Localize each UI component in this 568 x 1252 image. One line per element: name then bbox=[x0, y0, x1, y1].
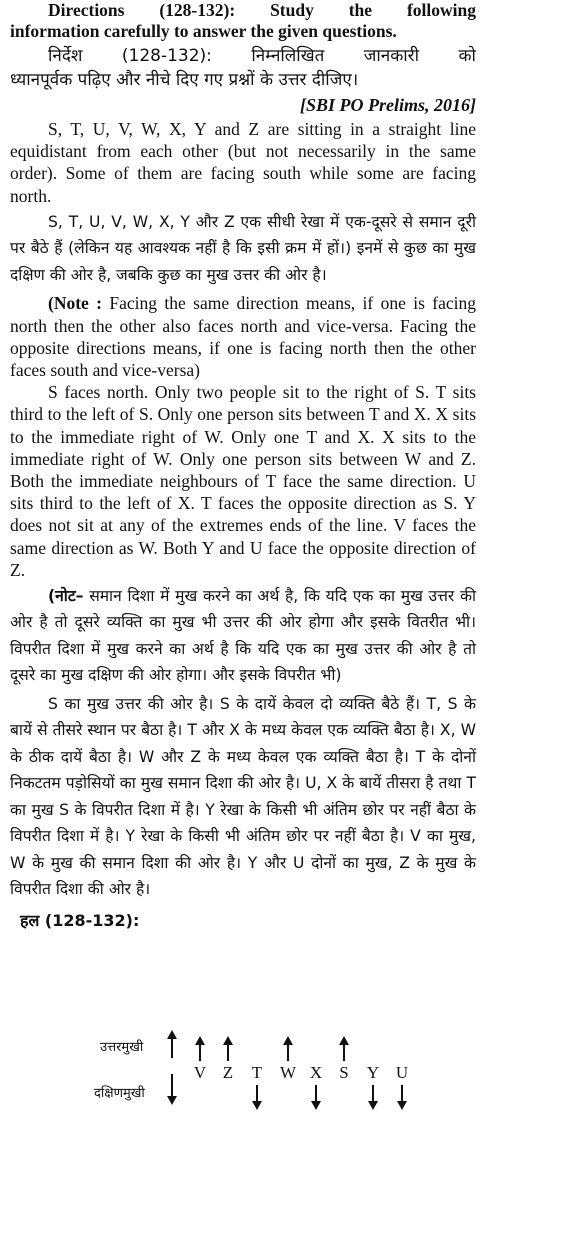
note-text-hi: समान दिशा में मुख करने का अर्थ है, कि यदि एक का मुख उत्तर की ओर है तो दूसरे व्यक्ति का मुख भी उत्तर की ओर होगा और इसके वितरीत भी। विपरीत दिशा में मुख करने का अर्थ है कि यदि एक का मुख उत्तर की ओर है तो दूसरे का मुख दक्षिण की ओर होगा। और इसके विपरीत भी) bbox=[10, 586, 476, 685]
heading-word: जानकारी bbox=[363, 46, 420, 66]
heading-word: को bbox=[458, 46, 476, 66]
directions-heading-en bbox=[10, 0, 476, 42]
document-page bbox=[10, 0, 476, 931]
note-label-hi: (नोट– bbox=[48, 586, 84, 605]
person-z: Z bbox=[222, 1063, 234, 1082]
heading-word: निम्नलिखित bbox=[251, 46, 325, 66]
conditions-paragraph-en: S faces north. Only two people sit to the right of S. T sits third to the left of S. Only one person sits between T and X. X sits to the immediate right of W. Only one T and X. X sits to the immediate right of W. Only one person sits between W and Z. Both the immediate neighbours of T face the same direction. U sits third to the left of X. T faces the opposite direction as S. Y does not sit at any of the extremes ends of the line. V faces the same direction as W. Both Y and U face the opposite direction of Z. bbox=[10, 382, 476, 580]
note-text-en: Facing the same direction means, if one is facing north then the other also faces north and vice-versa. Facing the opposite directions means, if one is facing north then the other faces south and vice-versa) bbox=[10, 293, 476, 380]
up-arrow-icon bbox=[221, 1036, 235, 1062]
person-w: W bbox=[279, 1063, 297, 1082]
person-x: X bbox=[309, 1063, 323, 1082]
directions-heading-hi bbox=[10, 44, 476, 92]
exam-source: [SBI PO Prelims, 2016] bbox=[299, 95, 476, 115]
person-t: T bbox=[251, 1063, 263, 1082]
conditions-paragraph-hi: S का मुख उत्तर की ओर है। S के दायें केवल दो व्यक्ति बैठे हैं। T, S के बायें से तीसरे स्थान पर बैठा है। T और X के मध्य केवल एक व्यक्ति बैठा है। X, W के ठीक दायें बैठा है। W और Z के मध्य केवल एक व्यक्ति बैठा है। T के दोनों निकटतम पड़ोसियों का मुख समान दिशा की ओर है। U, X के बायें तीसरा है तथा T का मुख S के विपरीत दिशा में है। Y रेखा के किसी भी अंतिम छोर पर नहीं बैठा के विपरीत दिशा में है। Y रेखा के किसी भी अंतिम छोर पर नहीं बैठा है। V का मुख, W के मुख की समान दिशा की ओर है। Y और U दोनों का मुख, Z के मुख के विपरीत दिशा की ओर है। bbox=[10, 694, 476, 899]
person-u: U bbox=[395, 1063, 409, 1082]
south-arrow-icon bbox=[165, 1072, 179, 1106]
directions-heading-hi-line2: ध्यानपूर्वक पढ़िए और नीचे दिए गए प्रश्नों के उत्तर दीजिए। bbox=[10, 70, 359, 90]
note-label-en: (Note : bbox=[48, 293, 103, 314]
directions-heading-hi-line1 bbox=[10, 44, 476, 68]
solution-label: हल (128-132): bbox=[20, 910, 140, 930]
directions-heading-en-line2: information carefully to answer the given questions. bbox=[10, 21, 397, 41]
intro-paragraph-en: S, T, U, V, W, X, Y and Z are sitting in a straight line equidistant from each other (but not necessarily in the same order). Some of them are facing south while some are facing north. bbox=[10, 119, 476, 206]
person-v: V bbox=[193, 1063, 207, 1082]
person-s: S bbox=[339, 1063, 349, 1082]
north-facing-label: उत्तरमुखी bbox=[100, 1040, 144, 1055]
heading-word: the bbox=[348, 0, 373, 20]
up-arrow-icon bbox=[281, 1036, 295, 1062]
down-arrow-icon bbox=[366, 1084, 380, 1110]
north-arrow-icon bbox=[165, 1030, 179, 1060]
heading-word: Study bbox=[270, 0, 314, 20]
intro-paragraph-hi: S, T, U, V, W, X, Y और Z एक सीधी रेखा में एक-दूसरे से समान दूरी पर बैठे हैं (लेकिन यह आवश्यक नहीं है कि इसी क्रम में हों।) इनमें से कुछ का मुख दक्षिण की ओर है, जबकि कुछ का मुख उत्तर की ओर है। bbox=[10, 212, 476, 284]
directions-heading-en-line1 bbox=[10, 0, 476, 21]
up-arrow-icon bbox=[337, 1036, 351, 1062]
south-facing-label: दक्षिणमुखी bbox=[94, 1086, 145, 1101]
heading-word: निर्देश bbox=[48, 46, 83, 66]
down-arrow-icon bbox=[250, 1084, 264, 1110]
note-paragraph-en bbox=[10, 292, 476, 381]
person-y: Y bbox=[366, 1063, 380, 1082]
up-arrow-icon bbox=[193, 1036, 207, 1062]
heading-word: following bbox=[406, 0, 476, 20]
down-arrow-icon bbox=[395, 1084, 409, 1110]
down-arrow-icon bbox=[309, 1084, 323, 1110]
heading-word: (128-132): bbox=[121, 46, 212, 66]
heading-word: (128-132): bbox=[159, 0, 236, 20]
note-paragraph-hi bbox=[10, 583, 476, 689]
seating-arrangement-diagram bbox=[0, 1026, 568, 1116]
heading-word: Directions bbox=[48, 0, 125, 20]
